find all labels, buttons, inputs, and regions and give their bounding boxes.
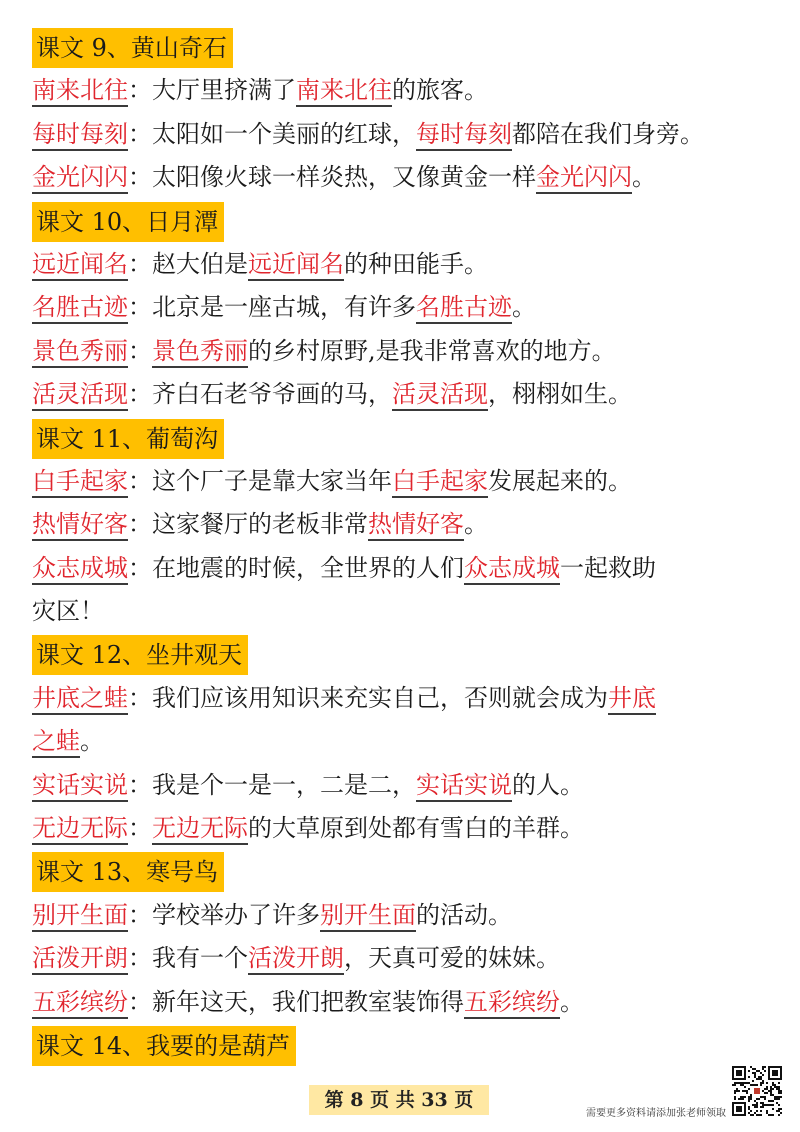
lesson-heading-text: 课文 13、寒号鸟	[32, 852, 224, 892]
idiom-term: 远近闻名	[32, 250, 128, 281]
lesson-heading	[32, 26, 780, 69]
sentence-text: ：我们应该用知识来充实自己，否则就会成为	[128, 683, 608, 712]
sentence-text: 的大草原到处都有雪白的羊群。	[248, 814, 584, 843]
sentence-text: ：太阳像火球一样炎热，又像黄金一样	[128, 163, 536, 192]
idiom-term: 每时每刻	[416, 120, 512, 151]
idiom-line	[32, 373, 780, 416]
lesson-heading	[32, 200, 780, 243]
sentence-text: 的人。	[512, 770, 584, 799]
lesson-heading-text: 课文 9、黄山奇石	[32, 28, 233, 68]
qr-caption: 需要更多资料请添加张老师领取	[586, 1108, 726, 1119]
idiom-term: 热情好客	[32, 510, 128, 541]
idiom-line	[32, 156, 780, 199]
lesson-heading	[32, 850, 780, 893]
idiom-term: 活泼开朗	[248, 944, 344, 975]
idiom-term: 无边无际	[152, 814, 248, 845]
idiom-term: 名胜古迹	[416, 293, 512, 324]
idiom-term: 井底之蛙	[32, 684, 128, 715]
sentence-text: ，天真可爱的妹妹。	[344, 944, 560, 973]
content-lines	[32, 26, 780, 1067]
sentence-text: 一起救助	[560, 553, 656, 582]
idiom-line	[32, 243, 780, 286]
lesson-heading-text: 课文 10、日月潭	[32, 202, 224, 242]
idiom-term: 景色秀丽	[152, 337, 248, 368]
sentence-text: ：齐白石老爷爷画的马，	[128, 380, 392, 409]
idiom-term: 之蛙	[32, 727, 80, 758]
idiom-line	[32, 330, 780, 373]
idiom-term: 井底	[608, 684, 656, 715]
idiom-line	[32, 590, 780, 633]
qr-code-icon	[732, 1066, 782, 1116]
idiom-term: 金光闪闪	[32, 163, 128, 194]
idiom-term: 无边无际	[32, 814, 128, 845]
sentence-text: 。	[560, 987, 584, 1016]
idiom-line	[32, 720, 780, 763]
sentence-text: ：北京是一座古城，有许多	[128, 293, 416, 322]
lesson-heading	[32, 1024, 780, 1067]
idiom-term: 金光闪闪	[536, 163, 632, 194]
idiom-line	[32, 69, 780, 112]
sentence-text: ：这家餐厅的老板非常	[128, 510, 368, 539]
sentence-text: ：	[128, 336, 152, 365]
sentence-text: ：	[128, 814, 152, 843]
sentence-text: ：大厅里挤满了	[128, 76, 296, 105]
idiom-term: 热情好客	[368, 510, 464, 541]
idiom-term: 远近闻名	[248, 250, 344, 281]
lesson-heading-text: 课文 11、葡萄沟	[32, 419, 224, 459]
idiom-term: 五彩缤纷	[464, 988, 560, 1019]
sentence-text: ：新年这天，我们把教室装饰得	[128, 987, 464, 1016]
idiom-term: 南来北往	[32, 76, 128, 107]
sentence-text: 发展起来的。	[488, 466, 632, 495]
sentence-text: ：太阳如一个美丽的红球，	[128, 119, 416, 148]
sentence-text: ：在地震的时候，全世界的人们	[128, 553, 464, 582]
sentence-text: 的乡村原野,是我非常喜欢的地方。	[248, 336, 616, 365]
sentence-text: ：我有一个	[128, 944, 248, 973]
idiom-line	[32, 113, 780, 156]
idiom-term: 众志成城	[464, 554, 560, 585]
idiom-term: 别开生面	[320, 901, 416, 932]
sentence-text: ：学校举办了许多	[128, 900, 320, 929]
sentence-text: 。	[632, 163, 656, 192]
idiom-line	[32, 547, 780, 590]
lesson-heading-text: 课文 12、坐井观天	[32, 635, 248, 675]
lesson-heading	[32, 417, 780, 460]
sentence-text: ：我是个一是一，二是二，	[128, 770, 416, 799]
idiom-line	[32, 894, 780, 937]
idiom-term: 活灵活现	[392, 380, 488, 411]
sentence-text: 都陪在我们身旁。	[512, 119, 704, 148]
idiom-term: 别开生面	[32, 901, 128, 932]
idiom-term: 众志成城	[32, 554, 128, 585]
sentence-text: 。	[80, 727, 104, 756]
sentence-text: 。	[512, 293, 536, 322]
sentence-text: 的种田能手。	[344, 249, 488, 278]
idiom-line	[32, 286, 780, 329]
idiom-term: 实话实说	[32, 771, 128, 802]
idiom-term: 白手起家	[392, 467, 488, 498]
idiom-line	[32, 807, 780, 850]
idiom-term: 实话实说	[416, 771, 512, 802]
sentence-text: ：这个厂子是靠大家当年	[128, 466, 392, 495]
page-number: 第 8 页 共 33 页	[309, 1085, 489, 1115]
idiom-term: 白手起家	[32, 467, 128, 498]
idiom-term: 南来北往	[296, 76, 392, 107]
idiom-line	[32, 937, 780, 980]
idiom-line	[32, 503, 780, 546]
idiom-term: 活泼开朗	[32, 944, 128, 975]
sentence-text: 灾区！	[32, 597, 104, 626]
sentence-text: 的旅客。	[392, 76, 488, 105]
idiom-line	[32, 764, 780, 807]
idiom-term: 五彩缤纷	[32, 988, 128, 1019]
idiom-term: 景色秀丽	[32, 337, 128, 368]
lesson-heading	[32, 633, 780, 676]
idiom-line	[32, 460, 780, 503]
idiom-line	[32, 981, 780, 1024]
sentence-text: 。	[464, 510, 488, 539]
sentence-text: ：赵大伯是	[128, 249, 248, 278]
sentence-text: ，栩栩如生。	[488, 380, 632, 409]
idiom-term: 活灵活现	[32, 380, 128, 411]
sentence-text: 的活动。	[416, 900, 512, 929]
idiom-term: 名胜古迹	[32, 293, 128, 324]
idiom-line	[32, 677, 780, 720]
idiom-term: 每时每刻	[32, 120, 128, 151]
lesson-heading-text: 课文 14、我要的是葫芦	[32, 1026, 296, 1066]
